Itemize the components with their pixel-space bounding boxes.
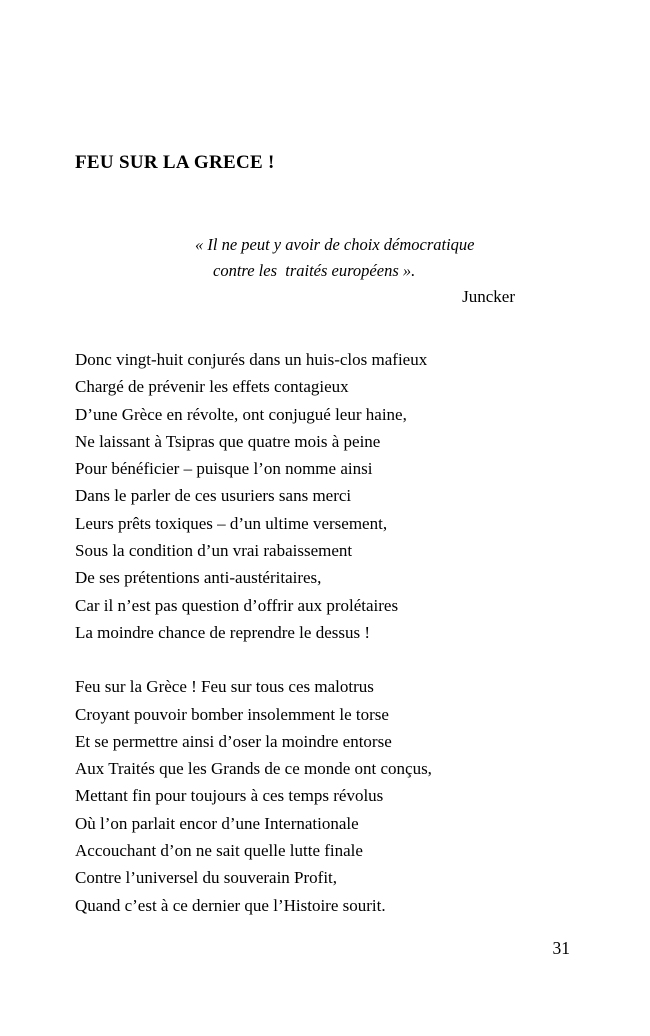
poem-line: Contre l’universel du souverain Profit, <box>75 868 338 888</box>
poem-line: D’une Grèce en révolte, ont conjugué leur haine, <box>75 404 407 424</box>
poem-line: La moindre chance de reprendre le dessus ! <box>75 622 371 642</box>
poem-line: Car il n’est pas question d’offrir aux prolétaires <box>75 595 399 615</box>
epigraph-line: « Il ne peut y avoir de choix démocratique <box>195 235 475 254</box>
epigraph <box>195 232 515 284</box>
poem-line: Et se permettre ainsi d’oser la moindre entorse <box>75 731 392 751</box>
poem-line: Aux Traités que les Grands de ce monde ont conçus, <box>75 759 432 779</box>
poem-line: Accouchant d’on ne sait quelle lutte finale <box>75 841 363 861</box>
poem-line: Feu sur la Grèce ! Feu sur tous ces malotrus <box>75 677 374 697</box>
poem-line: Ne laissant à Tsipras que quatre mois à peine <box>75 431 381 451</box>
poem-line: Leurs prêts toxiques – d’un ultime versement, <box>75 513 388 533</box>
epigraph-attribution: Juncker <box>462 287 515 306</box>
page-number: 31 <box>552 938 570 958</box>
poem-title: FEU SUR LA GRECE ! <box>75 152 275 173</box>
poem-line: Dans le parler de ces usuriers sans merci <box>75 486 352 506</box>
poem-line: Quand c’est à ce dernier que l’Histoire sourit. <box>75 895 386 915</box>
poem-stanza-1 <box>75 346 572 646</box>
poem-line: Donc vingt-huit conjurés dans un huis-clos mafieux <box>75 350 428 369</box>
poem-line: De ses prétentions anti-austéritaires, <box>75 568 322 588</box>
poem-line: Mettant fin pour toujours à ces temps révolus <box>75 786 384 806</box>
poem-line: Où l’on parlait encor d’une Internationale <box>75 813 359 833</box>
poem-stanza-2 <box>75 673 572 919</box>
poem-line: Croyant pouvoir bomber insolemment le torse <box>75 704 389 724</box>
poem-line: Chargé de prévenir les effets contagieux <box>75 377 349 397</box>
poem-line: Pour bénéficier – puisque l’on nomme ainsi <box>75 459 373 479</box>
poem-line: Sous la condition d’un vrai rabaissement <box>75 541 353 561</box>
epigraph-line: contre les traités européens ». <box>213 261 416 280</box>
